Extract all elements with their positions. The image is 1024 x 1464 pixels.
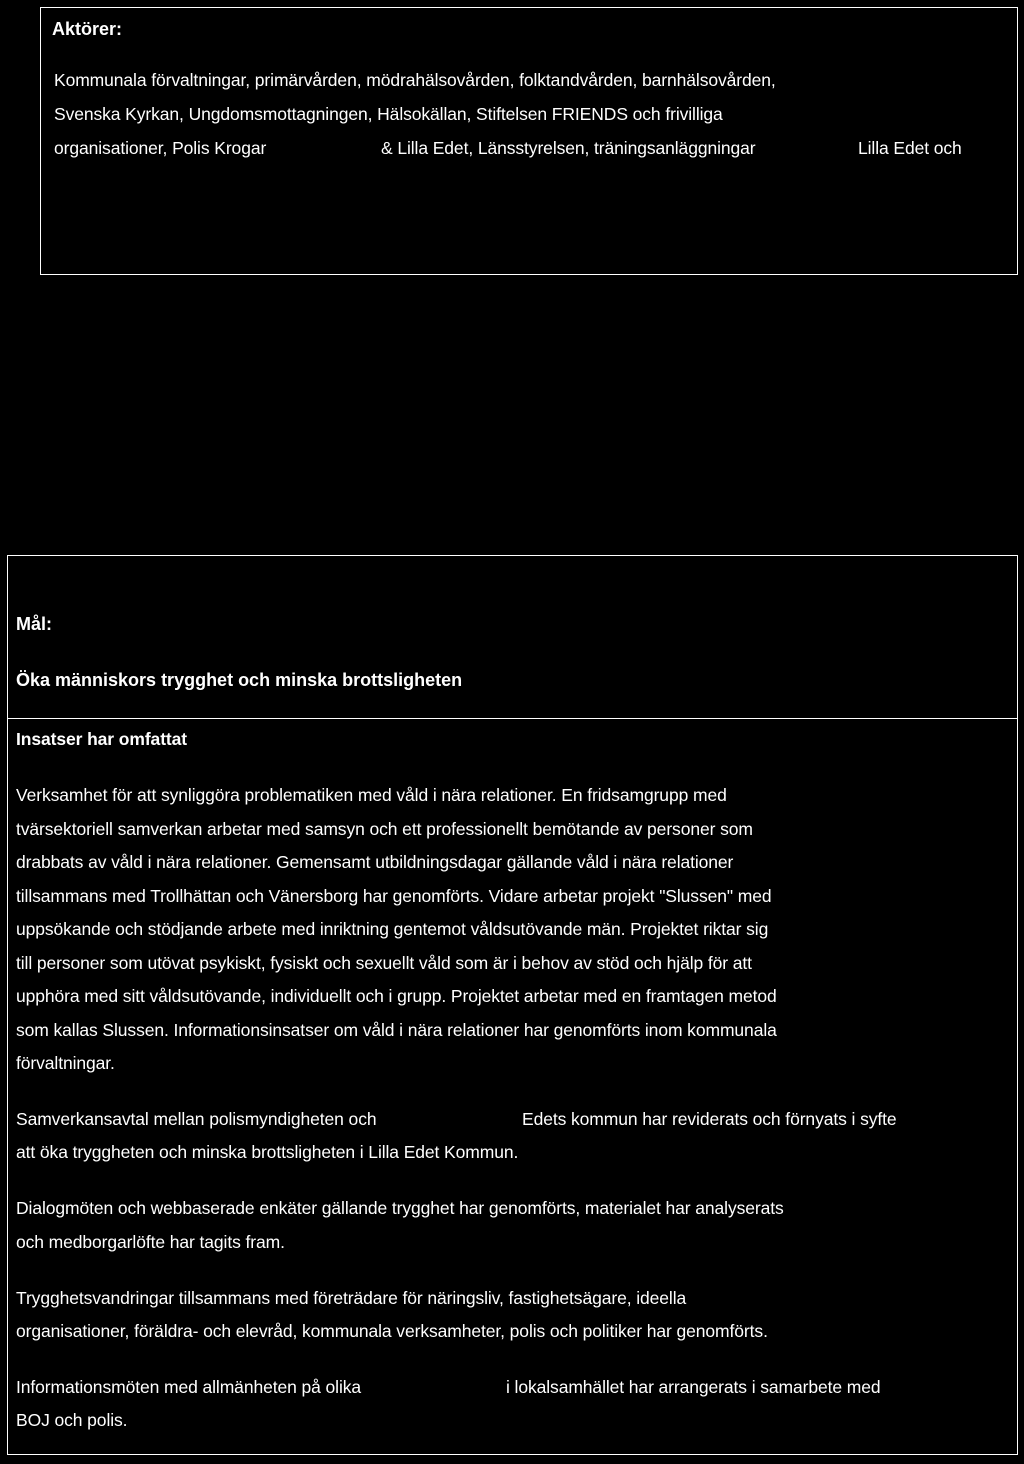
efforts-p1-line-4: tillsammans med Trollhättan och Vänersborg har genomförts. Vidare arbetar projekt "Slussen" med: [16, 886, 772, 906]
efforts-p1-line-7: upphöra med sitt våldsutövande, individuellt och i grupp. Projektet arbetar med en framtagen metod: [16, 986, 777, 1006]
actors-line-3a: organisationer, Polis Krogar: [54, 138, 267, 158]
section-divider: [8, 718, 1017, 719]
efforts-p4-line-1: Trygghetsvandringar tillsammans med företrädare för näringsliv, fastighetsägare, ideella: [16, 1288, 687, 1308]
actors-line-3b: & Lilla Edet, Länsstyrelsen, träningsanläggningar: [381, 138, 756, 158]
efforts-p2-line-2: att öka tryggheten och minska brottsligheten i Lilla Edet Kommun.: [16, 1142, 519, 1162]
efforts-p5-line-1a: Informationsmöten med allmänheten på olika: [16, 1377, 362, 1397]
efforts-p5-line-2: BOJ och polis.: [16, 1410, 128, 1430]
efforts-p1-line-8: som kallas Slussen. Informationsinsatser om våld i nära relationer har genomförts inom kommunala: [16, 1020, 777, 1040]
efforts-heading: Insatser har omfattat: [16, 729, 188, 749]
efforts-p3-line-2: och medborgarlöfte har tagits fram.: [16, 1232, 285, 1252]
actors-heading: Aktörer:: [52, 19, 123, 39]
efforts-p1-line-5: uppsökande och stödjande arbete med inriktning gentemot våldsutövande män. Projektet riktar sig: [16, 919, 769, 939]
efforts-p1-line-2: tvärsektoriell samverkan arbetar med samsyn och ett professionellt bemötande av personer som: [16, 819, 753, 839]
efforts-p5-line-1b: i lokalsamhället har arrangerats i samarbete med: [506, 1377, 881, 1397]
efforts-p1-line-3: drabbats av våld i nära relationer. Gemensamt utbildningsdagar gällande våld i nära relationer: [16, 852, 734, 872]
efforts-p1-line-6: till personer som utövat psykiskt, fysiskt och sexuellt våld som är i behov av stöd och hjälp för att: [16, 953, 752, 973]
efforts-p3-line-1: Dialogmöten och webbaserade enkäter gällande trygghet har genomförts, materialet har analyserats: [16, 1198, 784, 1218]
efforts-p2-line-1b: Edets kommun har reviderats och förnyats i syfte: [522, 1109, 897, 1129]
goal-heading: Mål:: [16, 614, 52, 634]
efforts-p1-line-9: förvaltningar.: [16, 1053, 115, 1073]
efforts-p1-line-1: Verksamhet för att synliggöra problematiken med våld i nära relationer. En fridsamgrupp med: [16, 785, 727, 805]
actors-box: [40, 7, 1018, 275]
actors-line-3c: Lilla Edet och: [858, 138, 962, 158]
efforts-p4-line-2: organisationer, föräldra- och elevråd, kommunala verksamheter, polis och politiker har genomförts.: [16, 1321, 768, 1341]
actors-line-1: Kommunala förvaltningar, primärvården, mödrahälsovården, folktandvården, barnhälsovården,: [54, 70, 776, 90]
goal-statement: Öka människors trygghet och minska brottsligheten: [16, 670, 463, 690]
efforts-p2-line-1a: Samverkansavtal mellan polismyndigheten och: [16, 1109, 377, 1129]
goal-box: [7, 555, 1018, 1455]
actors-line-2: Svenska Kyrkan, Ungdomsmottagningen, Hälsokällan, Stiftelsen FRIENDS och frivilliga: [54, 104, 723, 124]
